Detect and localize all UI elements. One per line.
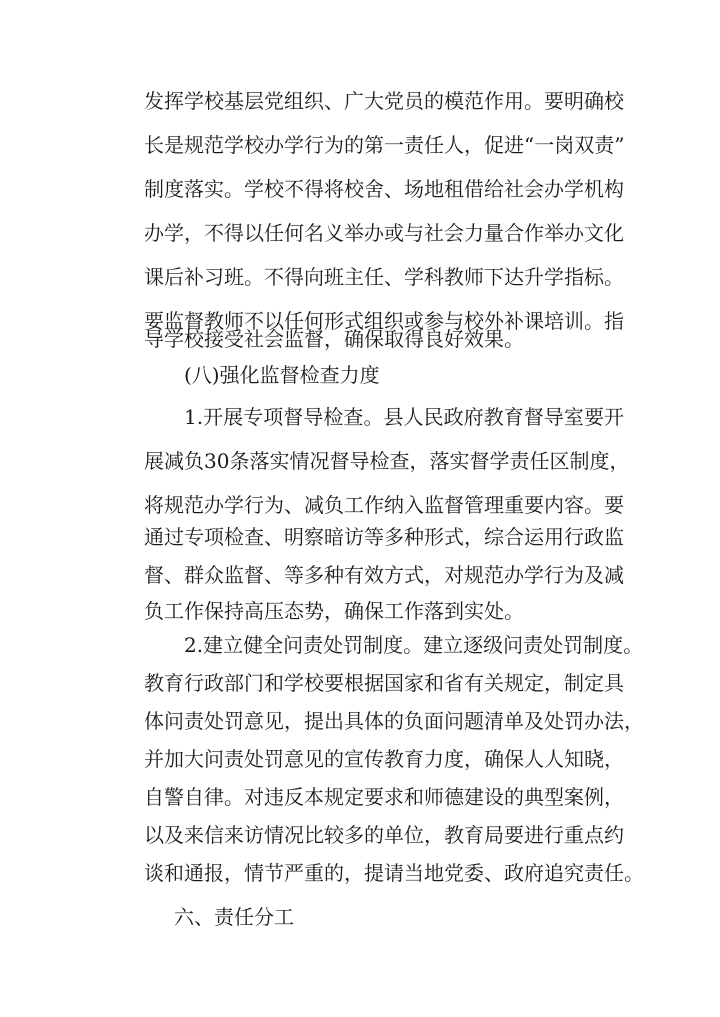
section-heading: 六、责任分工 <box>174 905 294 929</box>
paragraph-line: 制度落实。学校不得将校舍、场地租借给社会办学机构 <box>144 177 624 201</box>
paragraph-line: 2.建立健全问责处罚制度。建立逐级问责处罚制度。 <box>184 633 644 657</box>
paragraph-line: 将规范办学行为、减负工作纳入监督管理重要内容。要 <box>144 493 624 517</box>
paragraph-line: 展减负30条落实情况督导检查，落实督学责任区制度， <box>144 449 630 473</box>
paragraph-line: 长是规范学校办学行为的第一责任人，促进“一岗双责” <box>144 133 625 157</box>
paragraph-line-last: 负工作保持高压态势，确保工作落到实处。 <box>144 599 524 623</box>
paragraph-line: 要监督教师不以任何形式组织或参与校外补课培训。指 <box>144 309 624 333</box>
paragraph-line: 1.开展专项督导检查。县人民政府教育督导室要开 <box>184 405 624 429</box>
paragraph-line: 发挥学校基层党组织、广大党员的模范作用。要明确校 <box>144 89 624 113</box>
paragraph-line: 并加大问责处罚意见的宣传教育力度，确保人人知晓， <box>144 747 624 771</box>
paragraph-line: 谈和通报，情节严重的，提请当地党委、政府追究责任。 <box>144 861 644 885</box>
paragraph-line: 以及来信来访情况比较多的单位，教育局要进行重点约 <box>144 823 624 847</box>
paragraph-line-last: 导学校接受社会监督，确保取得良好效果。 <box>144 327 524 351</box>
paragraph-line: 督、群众监督、等多种有效方式，对规范办学行为及减 <box>144 563 624 587</box>
section-heading: (八)强化监督检查力度 <box>184 363 380 387</box>
paragraph-line: 课后补习班。不得向班主任、学科教师下达升学指标。 <box>144 265 624 289</box>
paragraph-line: 自警自律。对违反本规定要求和师德建设的典型案例， <box>144 785 624 809</box>
paragraph-line: 体问责处罚意见，提出具体的负面问题清单及处罚办法， <box>144 709 644 733</box>
paragraph-line: 通过专项检查、明察暗访等多种形式，综合运用行政监 <box>144 525 624 549</box>
paragraph-line: 办学，不得以任何名义举办或与社会力量合作举办文化 <box>144 221 624 245</box>
paragraph-line: 教育行政部门和学校要根据国家和省有关规定，制定具 <box>144 671 624 695</box>
